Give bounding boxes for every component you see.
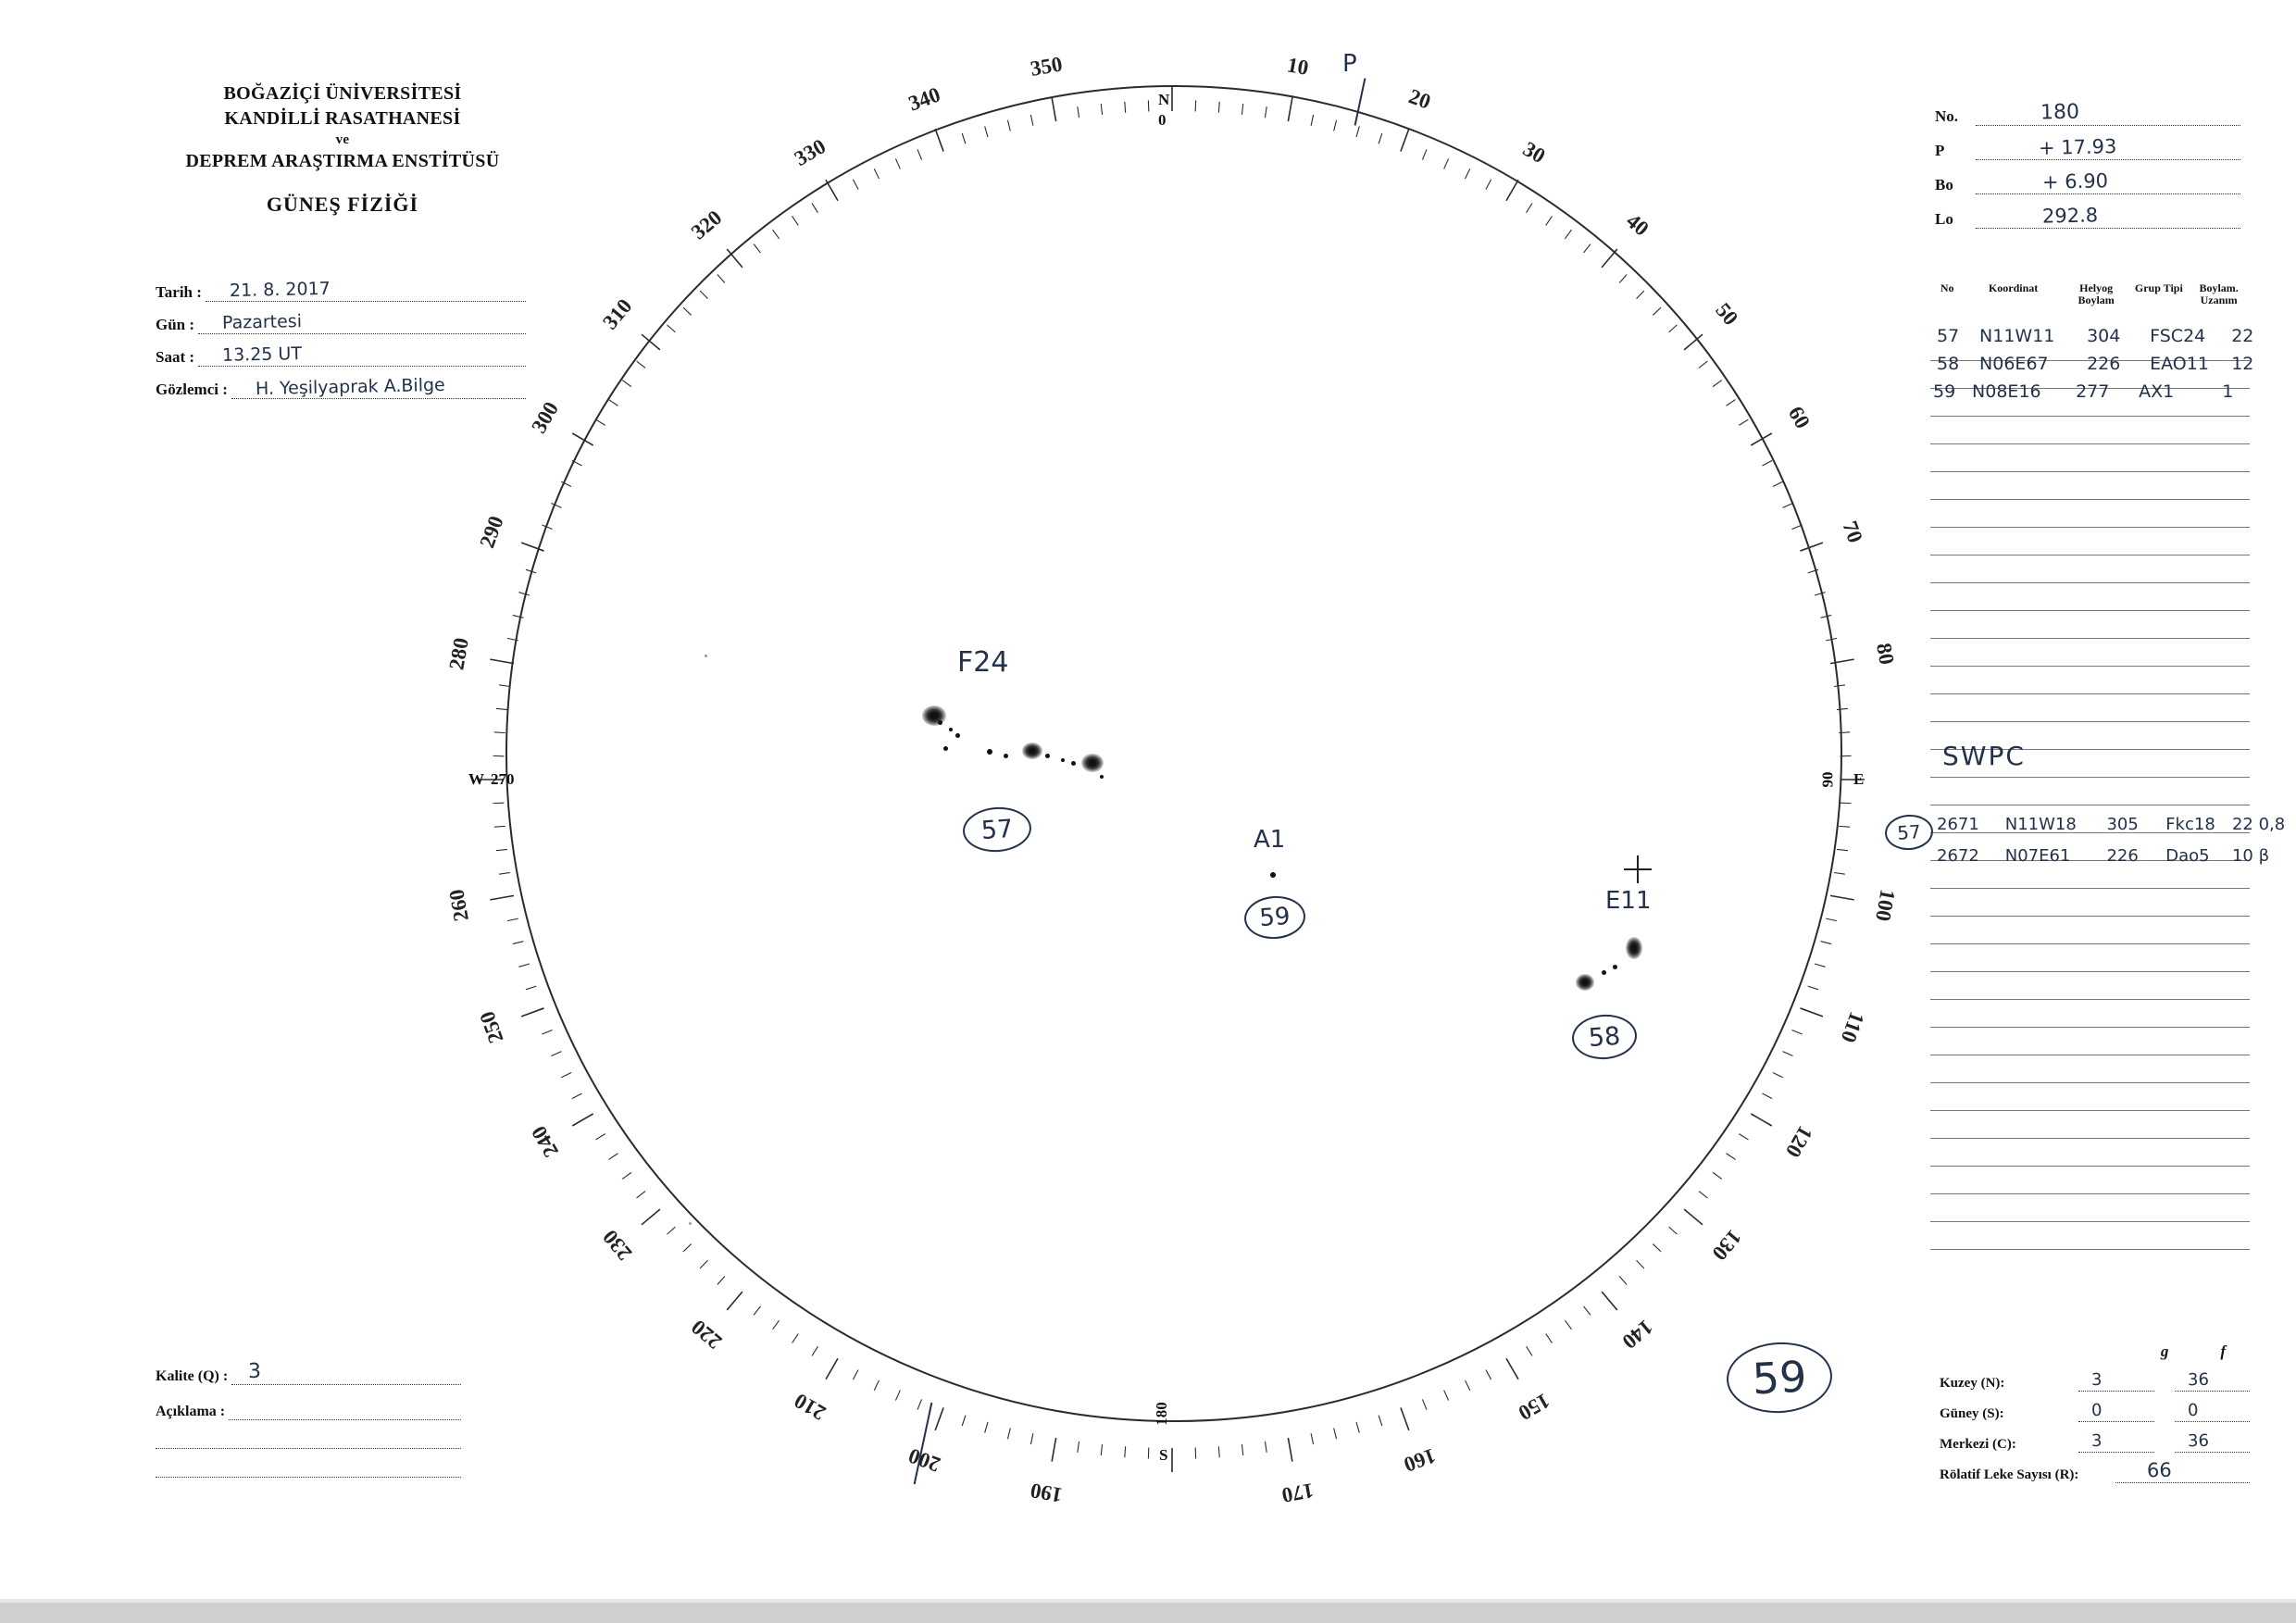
table-rule <box>1930 667 2250 694</box>
swpc-grup: Dao5 <box>2165 846 2210 866</box>
summary-central-f-value: 36 <box>2187 1430 2209 1452</box>
spot <box>1602 970 1606 975</box>
observer-value: H. Yeşilyaprak A.Bilge <box>255 374 445 400</box>
row-helyog: 226 <box>2087 354 2121 374</box>
table-rule <box>1930 1028 2250 1055</box>
summary-north-g-value: 3 <box>2090 1369 2103 1391</box>
degree-tick-label: 10 <box>1285 53 1311 80</box>
swpc-uzanim: 22 0,8 <box>2231 815 2286 834</box>
field-date <box>156 278 526 302</box>
field-observer <box>156 375 526 399</box>
degree-tick-label: 340 <box>905 82 943 116</box>
spot <box>1061 758 1065 762</box>
degree-tick-label: 240 <box>527 1121 564 1162</box>
p-label: P <box>1935 142 1945 159</box>
degree-tick-label: 280 <box>444 636 473 672</box>
degree-tick-label: 30 <box>1518 137 1550 169</box>
row-koordinat: N08E16 <box>1972 381 2041 402</box>
daily-number-59: 59 <box>1725 1340 1834 1416</box>
th-grup: Grup Tipi <box>2134 281 2183 294</box>
relative-field[interactable] <box>2115 1458 2250 1483</box>
table-rule <box>1930 778 2250 805</box>
degree-tick-label: 110 <box>1836 1008 1869 1046</box>
artifact-dot <box>705 655 707 657</box>
observer-label: Gözlemci : <box>156 381 228 398</box>
spot-blob <box>1081 754 1104 772</box>
table-rule <box>1930 1167 2250 1194</box>
lo-label: Lo <box>1935 210 1953 228</box>
swpc-row <box>1937 815 2285 834</box>
field-notes <box>156 1396 461 1420</box>
swpc-uzanim: 10 β <box>2231 846 2270 866</box>
degree-tick-label: 120 <box>1780 1121 1817 1162</box>
quality-block <box>156 1361 461 1489</box>
group-a-label: A1 <box>1254 826 1286 854</box>
summary-col-g: g <box>2160 1342 2169 1360</box>
spot <box>1270 872 1276 878</box>
solar-disc <box>444 50 1900 1507</box>
quality-field[interactable] <box>231 1359 461 1385</box>
row-grup: FSC24 <box>2150 326 2206 346</box>
swpc-helyog: 226 <box>2106 846 2139 866</box>
date-value: 21. 8. 2017 <box>229 278 331 302</box>
field-no <box>1935 102 2240 126</box>
header-values-block <box>1935 102 2240 239</box>
th-koordinat: Koordinat <box>1988 281 2039 294</box>
summary-north-f-value: 36 <box>2187 1369 2209 1391</box>
no-field[interactable] <box>1976 100 2240 126</box>
summary-south-f-value: 0 <box>2187 1400 2199 1421</box>
table-rule <box>1930 528 2250 556</box>
swpc-no: 2672 <box>1937 846 1979 866</box>
row-uzanim: 12 <box>2231 354 2254 374</box>
degree-tick-label: 320 <box>686 206 727 244</box>
spot-blob <box>1022 743 1042 759</box>
table-head-row <box>1930 282 2250 306</box>
table-rule <box>1930 417 2250 444</box>
table-rule <box>1930 694 2250 722</box>
date-label: Tarih : <box>156 283 202 301</box>
spot <box>938 720 942 725</box>
p-value: + 17.93 <box>2038 135 2117 159</box>
notes-label: Açıklama : <box>156 1404 226 1419</box>
degree-tick-label: 70 <box>1838 518 1867 546</box>
row-uzanim: 22 <box>2231 326 2254 346</box>
summary-central-g[interactable] <box>2078 1430 2154 1453</box>
summary-row-relative <box>1940 1458 2250 1483</box>
degree-tick-label: 210 <box>790 1388 830 1425</box>
degree-tick-label: 300 <box>527 397 564 438</box>
table-rule <box>1930 1111 2250 1139</box>
summary-central-f[interactable] <box>2175 1430 2251 1453</box>
table-rule <box>1930 1083 2250 1111</box>
degree-tick-label: 140 <box>1617 1315 1658 1354</box>
swpc-side-mark: 57 <box>1884 813 1935 852</box>
table-rule <box>1930 444 2250 472</box>
lo-value: 292.8 <box>2041 204 2099 228</box>
bo-field[interactable] <box>1976 169 2240 194</box>
summary-block <box>1940 1342 2250 1483</box>
spot <box>1613 965 1617 969</box>
label-west: W <box>468 770 484 788</box>
degree-tick-label: 150 <box>1514 1388 1554 1425</box>
spot-blob <box>1576 974 1594 991</box>
day-value: Pazartesi <box>221 311 303 333</box>
table-rule <box>1930 472 2250 500</box>
degree-tick-label: 20 <box>1405 84 1434 114</box>
table-rule <box>1930 611 2250 639</box>
spot <box>1004 754 1008 758</box>
time-value: 13.25 UT <box>221 343 303 366</box>
summary-row-central <box>1940 1430 2250 1453</box>
institute-line-2: KANDİLLİ RASATHANESİ <box>224 108 461 129</box>
quality-value: 3 <box>247 1359 262 1384</box>
lo-field[interactable] <box>1976 204 2240 229</box>
table-row <box>1937 326 2253 346</box>
summary-north-f[interactable] <box>2175 1369 2251 1392</box>
field-lo <box>1935 205 2240 229</box>
relative-value: 66 <box>2146 1458 2172 1482</box>
label-west-degrees: 270 <box>491 770 515 788</box>
table-rule <box>1930 1194 2250 1222</box>
th-helyog: Helyog Boylam <box>2078 281 2115 306</box>
table-rule <box>1930 639 2250 667</box>
group-number-57: 57 <box>961 805 1032 854</box>
degree-tick-label: 230 <box>598 1225 637 1266</box>
degree-tick-label: 160 <box>1401 1443 1440 1477</box>
table-rule <box>1930 583 2250 611</box>
swpc-title: SWPC <box>1942 741 2026 771</box>
swpc-row <box>1937 846 2269 866</box>
degree-tick-label: 60 <box>1783 402 1815 433</box>
no-label: No. <box>1935 107 1959 125</box>
summary-col-f: f <box>2220 1342 2226 1360</box>
summary-label-north: Kuzey (N): <box>1940 1376 2005 1391</box>
row-no: 59 <box>1933 381 1956 402</box>
observation-fields <box>156 278 526 407</box>
relative-label: Rölatif Leke Sayısı (R): <box>1940 1467 2079 1482</box>
degree-tick-label: 290 <box>475 512 508 551</box>
degree-scale <box>444 52 1900 1507</box>
degree-tick-label: 200 <box>905 1443 943 1477</box>
table-rule <box>1930 889 2250 917</box>
table-rule <box>1930 500 2250 528</box>
day-field[interactable] <box>198 311 526 334</box>
group-e-label: E11 <box>1605 887 1652 915</box>
group-f-label: F24 <box>957 646 1009 679</box>
summary-row-north <box>1940 1369 2250 1392</box>
degree-tick-label: 80 <box>1872 641 1899 667</box>
degree-tick-label: 260 <box>444 887 473 923</box>
degree-tick-label: 190 <box>1029 1479 1065 1507</box>
field-quality <box>156 1361 461 1385</box>
summary-south-f[interactable] <box>2175 1400 2251 1422</box>
page-bottom-band <box>0 1603 2296 1623</box>
spot <box>1100 775 1104 779</box>
spot-blob <box>922 705 946 726</box>
degree-tick-label: 170 <box>1279 1479 1316 1507</box>
time-field[interactable] <box>198 343 526 367</box>
time-label: Saat : <box>156 348 195 366</box>
degree-tick-label: 250 <box>475 1008 508 1047</box>
row-koordinat: N11W11 <box>1979 326 2055 346</box>
row-helyog: 277 <box>2076 381 2110 402</box>
table-rule <box>1930 917 2250 944</box>
degree-tick-label: 220 <box>686 1315 727 1354</box>
table-rule <box>1930 1222 2250 1250</box>
field-p <box>1935 136 2240 160</box>
label-north: N <box>1158 91 1170 108</box>
summary-north-g[interactable] <box>2078 1369 2154 1392</box>
row-koordinat: N06E67 <box>1979 354 2049 374</box>
table-rule <box>1930 972 2250 1000</box>
notes-line-3[interactable] <box>156 1460 461 1478</box>
table-rule <box>1930 944 2250 972</box>
row-uzanim: 1 <box>2222 381 2234 402</box>
summary-central-g-value: 3 <box>2090 1430 2103 1452</box>
quality-label: Kalite (Q) : <box>156 1368 229 1384</box>
summary-label-south: Güney (S): <box>1940 1406 2004 1421</box>
group-number-58: 58 <box>1570 1013 1638 1062</box>
institute-line-3: ve <box>335 132 350 147</box>
field-time <box>156 343 526 367</box>
label-south: S <box>1159 1446 1168 1464</box>
spot <box>955 733 960 738</box>
notes-field[interactable] <box>229 1402 461 1420</box>
group-number-59: 59 <box>1242 894 1306 941</box>
table-rule <box>1930 1055 2250 1083</box>
table-rule <box>1930 1139 2250 1167</box>
summary-label-central: Merkezi (C): <box>1940 1437 2016 1452</box>
th-no: No <box>1940 281 1954 294</box>
p-angle-marker: P <box>1342 50 1357 78</box>
table-row <box>1937 354 2253 374</box>
no-value: 180 <box>2040 100 2080 125</box>
degree-tick-label: 310 <box>598 293 637 334</box>
spot-blob <box>1626 937 1642 959</box>
notes-line-2[interactable] <box>156 1431 461 1449</box>
disc-center-crosshair <box>1624 855 1652 883</box>
degree-tick-label: 40 <box>1621 208 1653 241</box>
group-table-rules <box>1930 333 2250 1250</box>
p-field[interactable] <box>1976 135 2240 160</box>
institute-line-4: DEPREM ARAŞTIRMA ENSTİTÜSÜ <box>185 151 500 171</box>
row-grup: AX1 <box>2139 381 2175 402</box>
bo-label: Bo <box>1935 176 1953 194</box>
table-rule <box>1930 556 2250 583</box>
section-title: GÜNEŞ FİZİĞİ <box>266 193 419 216</box>
spot <box>943 746 948 751</box>
spot <box>1071 761 1076 766</box>
row-no: 57 <box>1937 326 1960 346</box>
summary-header <box>1940 1342 2250 1361</box>
row-grup: EAO11 <box>2150 354 2209 374</box>
artifact-dot <box>689 1222 692 1225</box>
th-boylam: Boylam. Uzanım <box>2199 281 2239 306</box>
degree-tick-label: 130 <box>1707 1225 1746 1266</box>
spot <box>949 728 953 731</box>
swpc-koordinat: N07E61 <box>2004 846 2071 866</box>
swpc-koordinat: N11W18 <box>2004 815 2077 834</box>
label-east-degrees: 90 <box>1818 771 1837 788</box>
label-north-degrees: 0 <box>1158 111 1167 129</box>
summary-south-g-value: 0 <box>2090 1400 2103 1421</box>
label-east: E <box>1853 770 1865 788</box>
table-rule <box>1930 1000 2250 1028</box>
degree-tick-label: 50 <box>1711 298 1743 331</box>
swpc-helyog: 305 <box>2106 815 2139 834</box>
spot <box>987 749 992 755</box>
field-bo <box>1935 170 2240 194</box>
label-south-degrees: 180 <box>1152 1402 1170 1426</box>
degree-tick-label: 330 <box>790 134 830 171</box>
swpc-grup: Fkc18 <box>2165 815 2215 834</box>
degree-tick-label: 350 <box>1029 52 1065 81</box>
row-helyog: 304 <box>2087 326 2121 346</box>
row-no: 58 <box>1937 354 1960 374</box>
spot <box>1045 754 1050 758</box>
summary-south-g[interactable] <box>2078 1400 2154 1422</box>
day-label: Gün : <box>156 316 195 333</box>
summary-row-south <box>1940 1400 2250 1422</box>
table-row <box>1933 381 2233 402</box>
bo-value: + 6.90 <box>2041 169 2109 194</box>
swpc-no: 2671 <box>1937 815 1979 834</box>
institute-line-1: BOĞAZİÇİ ÜNİVERSİTESİ <box>223 83 462 104</box>
field-day <box>156 310 526 334</box>
group-table-header <box>1930 282 2250 306</box>
degree-tick-label: 100 <box>1871 887 1900 923</box>
